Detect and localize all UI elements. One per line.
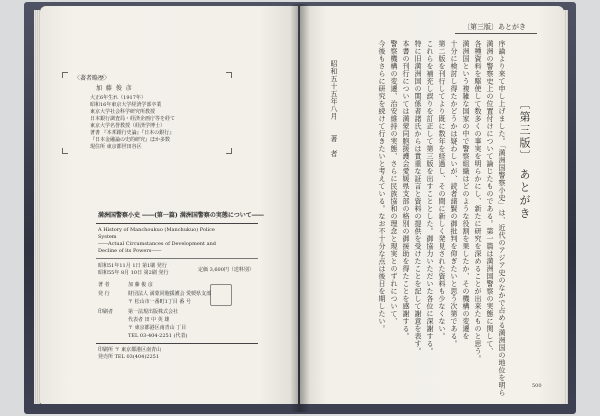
author-bio-line: 日本銀行調査局・経済企画庁等を経て <box>90 116 176 122</box>
text-column: 十分に検討し得たかどうかは疑わしいが、読者諸賢の御批判を仰ぎたいと思う次第である。 <box>450 40 458 348</box>
running-head: 〔第三版〕あとがき <box>463 23 526 31</box>
colophon-value: TEL 03-404-2251 (代表) <box>128 333 188 339</box>
text-column: 今後もさらに研究を続けて行きたいと考えている。なお不十分な点は後日を期したい。 <box>378 40 386 333</box>
price: 定価 3,600円（送料別） <box>198 267 254 273</box>
publication-date: 昭和51年11月 1日 第1刷 発行 <box>98 263 167 269</box>
seal-stamp <box>210 284 232 306</box>
colophon-label: 印刷者 <box>98 309 114 315</box>
box-corner <box>62 148 68 154</box>
colophon-page <box>40 6 298 404</box>
box-corner <box>226 72 232 78</box>
section-title: 〔第三版〕 あとがき <box>518 98 531 221</box>
box-corner <box>62 72 68 78</box>
colophon-value: 財団法人 満蒙同胞援護会 愛媛県支部 <box>128 291 212 297</box>
colophon-value: 加 藤 俊 彦 <box>128 282 153 288</box>
title-rule <box>96 223 258 224</box>
signature-column: 昭和五十五年八月 著 者 <box>330 60 338 158</box>
text-column: 特に旧満洲国の関係者諸氏からは貴重な証言と資料の提供を受けたことを記して謝意を表す。 <box>414 40 422 355</box>
text-column: 満洲の警察史上の位置付けについて論じたものである。第一篇は満洲国警察の実態に関して、 <box>486 40 494 355</box>
author-name: 加 藤 俊 彦 <box>96 85 133 92</box>
colophon-value: 代表者 田 中 英 雄 <box>128 317 170 323</box>
author-bio-line: 東京大学名誉教授（経済学博士） <box>90 123 166 129</box>
text-column: 各種資料を駆使して数多くの事実を明らかにし、新たに研究を深めることが出来たものと思う。 <box>474 40 482 363</box>
author-bio-line: 大正6年生れ（1917年） <box>90 95 146 101</box>
box-corner <box>226 148 232 154</box>
author-bio-line: 昭和16年東京大学経済学部卒業 <box>90 102 162 108</box>
text-column: 満洲国という複雑な国家の中で警察組織はどのような役割を果したか、その機構の変遷を <box>462 40 470 340</box>
english-title-line: Decline of its Powers―― <box>98 248 162 254</box>
footer-line: 印刷所 〒 東京都港区南青山 <box>98 347 162 353</box>
text-column: 序論より来て申し上げました。「満洲国警察小史」は、近代のアジア史のなかで占める満洲国の地位を明ら <box>498 40 506 397</box>
colophon-value: 〒 東京都港区南青山 丁目 <box>128 325 187 331</box>
text-column: これらを補充し誤りを訂正して第三版を出すこととした。御協力いただいた各位に深謝する。 <box>426 40 434 355</box>
footer-line: 発売所 TEL 03(404)2251 <box>98 354 160 360</box>
page-number: 500 <box>532 383 542 389</box>
colophon-value: 〒 松山市一番町1丁目 番 号 <box>128 299 191 305</box>
author-bio-line: 『日本金融論の史的研究』ほか多数 <box>90 137 171 143</box>
author-heading: 〈著者略歴〉 <box>74 75 111 82</box>
bottom-rule <box>96 343 258 344</box>
author-bio-line: 現住所 東京都世田谷区 <box>90 144 142 150</box>
colophon-label: 発 行 <box>98 291 110 297</box>
colophon-label: 著 者 <box>98 282 110 288</box>
text-column: 本書の刊行については満蒙同胞援護会愛媛県支部の格別の御援助を得たことを感謝する。 <box>402 40 410 340</box>
book-title: 満洲国警察小史 ――(第一篇) 満洲国警察の実態について―― <box>98 212 264 219</box>
author-bio-line: 東京大学社会科学研究所教授 <box>90 109 156 115</box>
publication-date: 昭和55年 8月 10日 第2刷 発行 <box>98 270 169 276</box>
english-title-line: ――Actual Circumstances of Development and <box>98 241 217 247</box>
colophon-value: 第一法規出版株式会社 <box>128 309 179 315</box>
spine-gutter <box>290 4 310 412</box>
text-column: 警察機構の変遷、治安維持の実態、さらに民族協和の理念と現実とのずれについて、 <box>390 40 398 325</box>
english-title-line: System <box>98 234 117 240</box>
text-column: 第二版を刊行してより既に数年を経過し、その間に新しく発見された資料も少なくない。 <box>438 40 446 340</box>
english-title-line: A History of Manchoukuo (Manchukuo) Police <box>98 227 215 233</box>
divider-rule <box>96 258 258 259</box>
author-bio-line: 著書 『本邦銀行史論』『日本の銀行』 <box>90 130 175 136</box>
